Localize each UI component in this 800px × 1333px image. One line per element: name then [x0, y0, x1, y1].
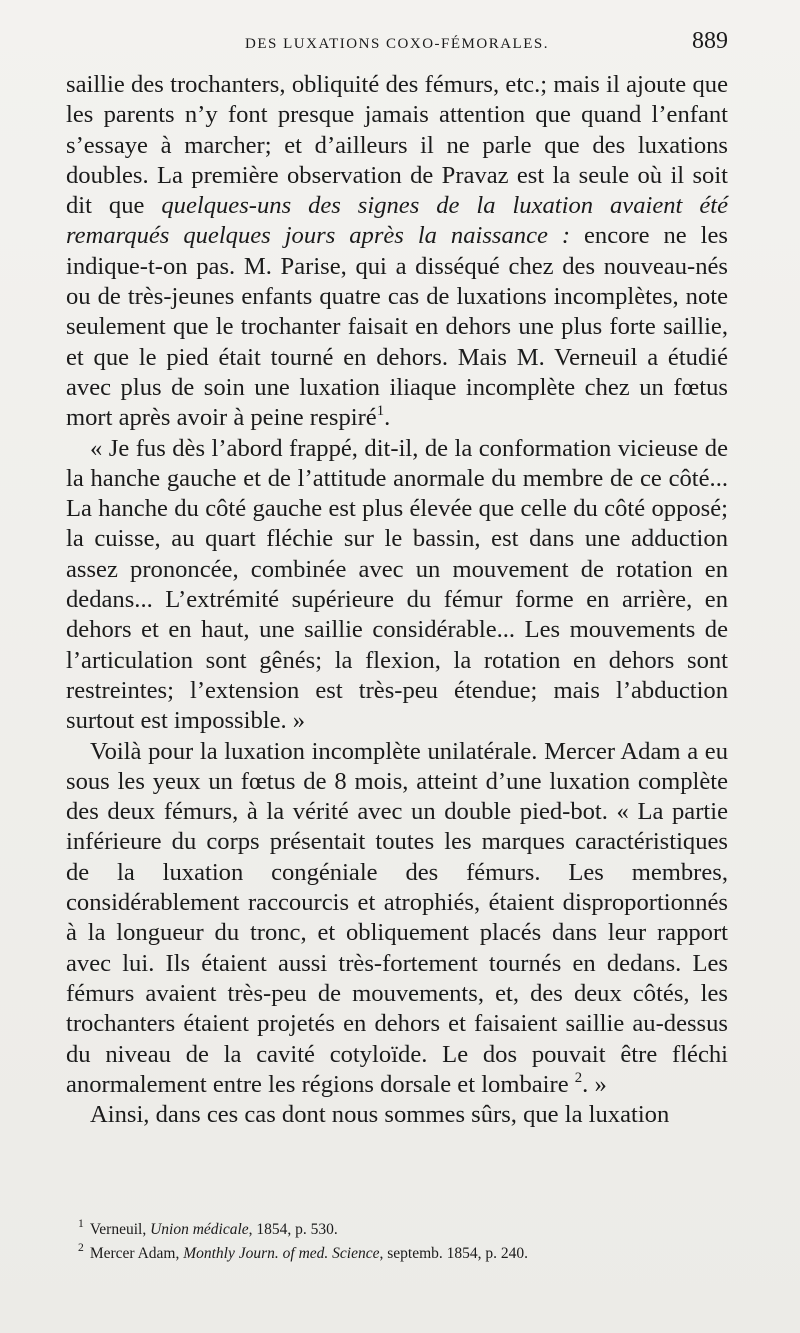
body-text [66, 70, 728, 1130]
paragraph-1-end: . [384, 404, 391, 432]
footnote-1-number: 1 [78, 1217, 84, 1231]
footnote-2-author: Mercer Adam, [89, 1245, 184, 1262]
paragraph-3-end: . » [582, 1070, 607, 1098]
running-head: DES LUXATIONS COXO-FÉMORALES. [245, 36, 549, 52]
footnote-1-details: , 1854, p. 530. [248, 1221, 338, 1238]
paragraph-1-italic-quote: quelques-uns des signes de la luxation avaient été remarqués quelques jours après la naissance : [66, 192, 728, 250]
paragraph-1 [66, 70, 728, 434]
footnote-2 [78, 1242, 728, 1266]
footnote-1-source: Union médicale [150, 1221, 249, 1238]
page-number: 889 [692, 28, 728, 54]
paragraph-2-quote: « Je fus dès l’abord frappé, dit-il, de la conformation vicieuse de la hanche gauche et de l’attitude anormale du membre de ce côté... La hanche du côté gauche est plus élevée que celle du côté opposé; la cuisse, au quart fléchie sur le bassin, est dans une adduction assez prononcée, combinée avec un mouvement de rotation en dedans... L’extrémité supérieure du fémur forme en arrière, en dehors et en haut, une saillie considérable... Les mouvements de l’articulation sont gênés; la flexion, la rotation en dehors sont restreintes; l’extension est très-peu étendue; mais l’abduction surtout est impossible. » [66, 434, 728, 735]
paragraph-3 [66, 737, 728, 1101]
footnote-2-details: , septemb. 1854, p. 240. [379, 1245, 529, 1262]
footnote-ref-1: 1 [376, 403, 385, 420]
page-header [66, 28, 728, 62]
footnote-1-author: Verneuil, [89, 1221, 151, 1238]
paragraph-3-text: Voilà pour la luxation incomplète unilatérale. Mercer Adam a eu sous les yeux un fœtus de 8 mois, atteint d’une luxation complète des deux fémurs, à la vérité avec un double pied-bot. « La partie inférieure du corps présentait toutes les marques caractéristiques de la luxation congéniale des fémurs. Les membres, considérablement raccourcis et atrophiés, étaient disproportionnés à la longueur du tronc, et obliquement placés dans leur rapport avec lui. Ils étaient aussi très-fortement tournés en dedans. Les fémurs avaient très-peu de mouvements, et, des deux côtés, les trochanters étaient projetés en dehors et faisaient saillie au-dessus du niveau de la cavité cotyloïde. Le dos pouvait être fléchi anormalement entre les régions dorsale et lombaire [66, 737, 728, 1098]
paragraph-1-text-a: saillie des trochanters, obliquité des fémurs, etc.; mais il ajoute que les parents n’y font presque jamais attention que quand l’enfant s’essaye à marcher; et d’ailleurs il ne parle que des luxations doubles. La première observation de Pravaz est la seule où il soit dit que [66, 71, 728, 220]
paragraph-1-text-b: encore ne les indique-t-on pas. M. Parise, qui a disséqué chez des nouveau-nés ou de très-jeunes enfants quatre cas de luxations incomplètes, note seulement que le trochanter faisait en dehors une plus forte saillie, et que le pied était tourné en dehors. Mais M. Verneuil a étudié avec plus de soin une luxation iliaque incomplète chez un fœtus mort après avoir à peine respiré [66, 222, 728, 432]
footnote-2-number: 2 [78, 1241, 84, 1255]
footnote-2-source: Monthly Journ. of med. Science [183, 1245, 380, 1262]
footnotes [78, 1218, 728, 1266]
footnote-ref-2: 2 [574, 1069, 583, 1086]
footnote-1 [78, 1218, 728, 1242]
paragraph-4: Ainsi, dans ces cas dont nous sommes sûrs, que la luxation [90, 1101, 670, 1129]
